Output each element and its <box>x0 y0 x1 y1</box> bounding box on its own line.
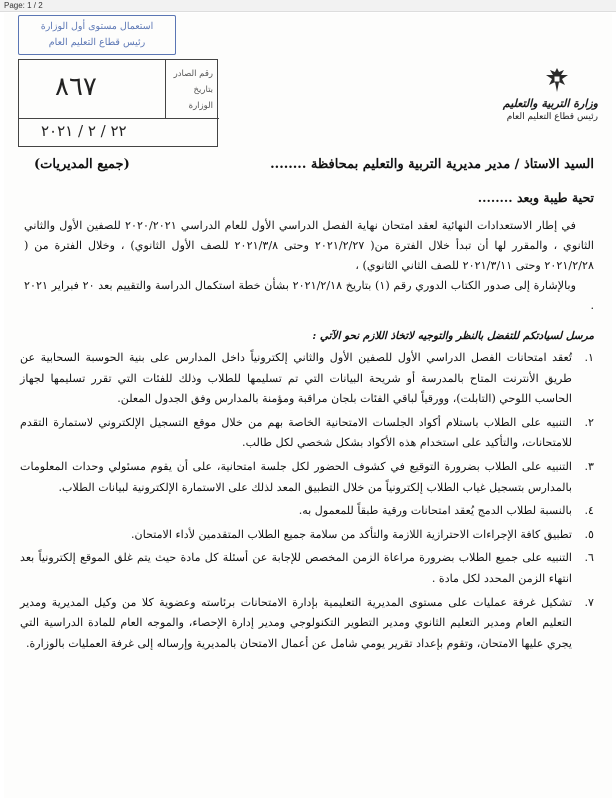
reference-label-number: رقم الصادر <box>173 69 213 79</box>
list-item <box>20 348 594 410</box>
item-text: تطبيق كافة الإجراءات الاحترازية اللازمة والتأكد من سلامة جميع الطلاب المتقدمين لأداء الامتحان. <box>131 527 572 541</box>
list-item <box>20 457 594 498</box>
addressee <box>34 155 594 175</box>
intro-paragraph-2: وبالإشارة إلى صدور الكتاب الدوري رقم (١) بتاريخ ٢٠٢١/٢/١٨ بشأن خطة استكمال الدراسة والتقييم بعد ٢٠ فبراير ٢٠٢١ . <box>24 279 594 312</box>
stamp-line-1: استعمال مستوى أول الوزارة <box>40 21 154 32</box>
list-item <box>20 501 594 522</box>
reference-divider <box>19 118 219 119</box>
intro-paragraph-1: في إطار الاستعدادات النهائية لعقد امتحان نهاية الفصل الدراسي الأول للعام الدراسي ٢٠٢٠/٢٠٢١ للصفين الأول والثاني الثانوي ، والمقرر لها أن تبدأ خلال الفترة من( ٢٠٢١/٢/٢٧ وحتى ٢٠٢١/٣/٨ للصف الأول الثانوي) ، وخلال الفترة من ( ٢٠٢١/٢/٢٨ وحتى ٢٠٢١/٣/١١ للصف الثاني الثانوي) ، <box>24 219 595 272</box>
item-number: ١. <box>584 351 594 364</box>
item-text: بالنسبة لطلاب الدمج يُعقد امتحانات ورقية طبقاً للمعمول به. <box>298 504 572 518</box>
item-text: التنبيه على الطلاب باستلام أكواد الجلسات الامتحانية الخاصة بهم من خلال موقع التسجيل الإلكتروني لاستمارة التقدم للامتحانات، والتأكيد على استخدام هذه الأكواد بشكل شخصي لكل طالب. <box>20 415 572 450</box>
item-text: التنبيه على جميع الطلاب بضرورة مراعاة الزمن المخصص للإجابة عن أسئلة كل مادة حيث يتم غلق الموقع إلكترونياً بعد انتهاء الزمن المحدد لكل مادة . <box>20 551 572 585</box>
reference-box <box>18 59 218 147</box>
list-item <box>20 593 594 655</box>
item-number: ٥. <box>584 527 594 541</box>
list-item <box>20 525 594 546</box>
reference-number: ٨٦٧ <box>55 72 97 102</box>
document-page <box>4 13 612 798</box>
official-stamp <box>18 15 176 55</box>
ministry-header <box>478 97 598 122</box>
item-text: التنبيه على الطلاب بضرورة التوقيع في كشوف الحضور لكل جلسة امتحانية، على أن يقوم مسئولي وحدات المعلومات بالمدارس بتسجيل غياب الطلاب إلكترونياً من خلال التطبيق المعد لذلك على الاستمارة الإلكترونية لبيانات الطلاب. <box>20 459 572 494</box>
addressee-all-directorates: (جميع المديريات) <box>34 157 130 172</box>
reference-labels <box>165 60 217 118</box>
addressee-main: السيد الاستاذ / مدير مديرية التربية والتعليم بمحافظة ........ <box>270 157 594 172</box>
item-number: ٤. <box>584 504 594 518</box>
item-text: تُعقد امتحانات الفصل الدراسي الأول للصفين الأول والثاني إلكترونياً داخل المدارس على بنية الحوسبة السحابية عن طريق الأنترنت المتاح بالمدرسة أو شريحة البيانات التي تم تسليمها للطلاب وذلك للفئات التي تقرر تسليمها لجهاز الحاسب اللوحي (التابلت)، وورقياً لباقي الفئات بلجان مراقبة ومؤمنة بالمدارس وفق الجدول المعلن. <box>20 351 572 406</box>
reference-label-date: بتاريخ الوزارة <box>188 85 213 111</box>
list-item <box>20 413 594 454</box>
list-item <box>20 548 594 589</box>
item-number: ٦. <box>584 551 594 565</box>
eagle-emblem-icon <box>542 65 572 95</box>
item-number: ٣. <box>584 459 594 473</box>
greeting: تحية طيبة وبعد ........ <box>477 190 594 205</box>
viewer-page-indicator: Page: 1 / 2 <box>0 0 616 12</box>
instructions-list <box>20 348 594 657</box>
ministry-name: وزارة التربية والتعليم <box>502 97 598 110</box>
stamp-line-2: رئيس قطاع التعليم العام <box>48 37 146 48</box>
introduction <box>24 216 594 316</box>
reference-date: ٢٢ / ٢ / ٢٠٢١ <box>41 122 127 140</box>
item-text: تشكيل غرفة عمليات على مستوى المديرية التعليمية بإدارة الامتحانات برئاسته وعضوية كلا من وكيل المديرية ومدير التعليم العام ومدير التعليم الثانوي ومدير التطوير التكنولوجي ومدير إدارة الإحصاء، والموجه العام للمادة الدراسية التي يجري عليها الامتحان، وتقوم بإعداد تقرير يومي شامل عن أعمال الامتحان بالمديرية وإرساله إلى غرفة العمليات بالوزارة. <box>20 595 572 650</box>
direction-line: مرسل لسيادتكم للتفضل بالنظر والتوجيه لاتخاذ اللازم نحو الآتي : <box>312 330 594 342</box>
item-number: ٢. <box>584 415 594 429</box>
department-name: رئيس قطاع التعليم العام <box>506 112 598 122</box>
item-number: ٧. <box>584 595 594 609</box>
